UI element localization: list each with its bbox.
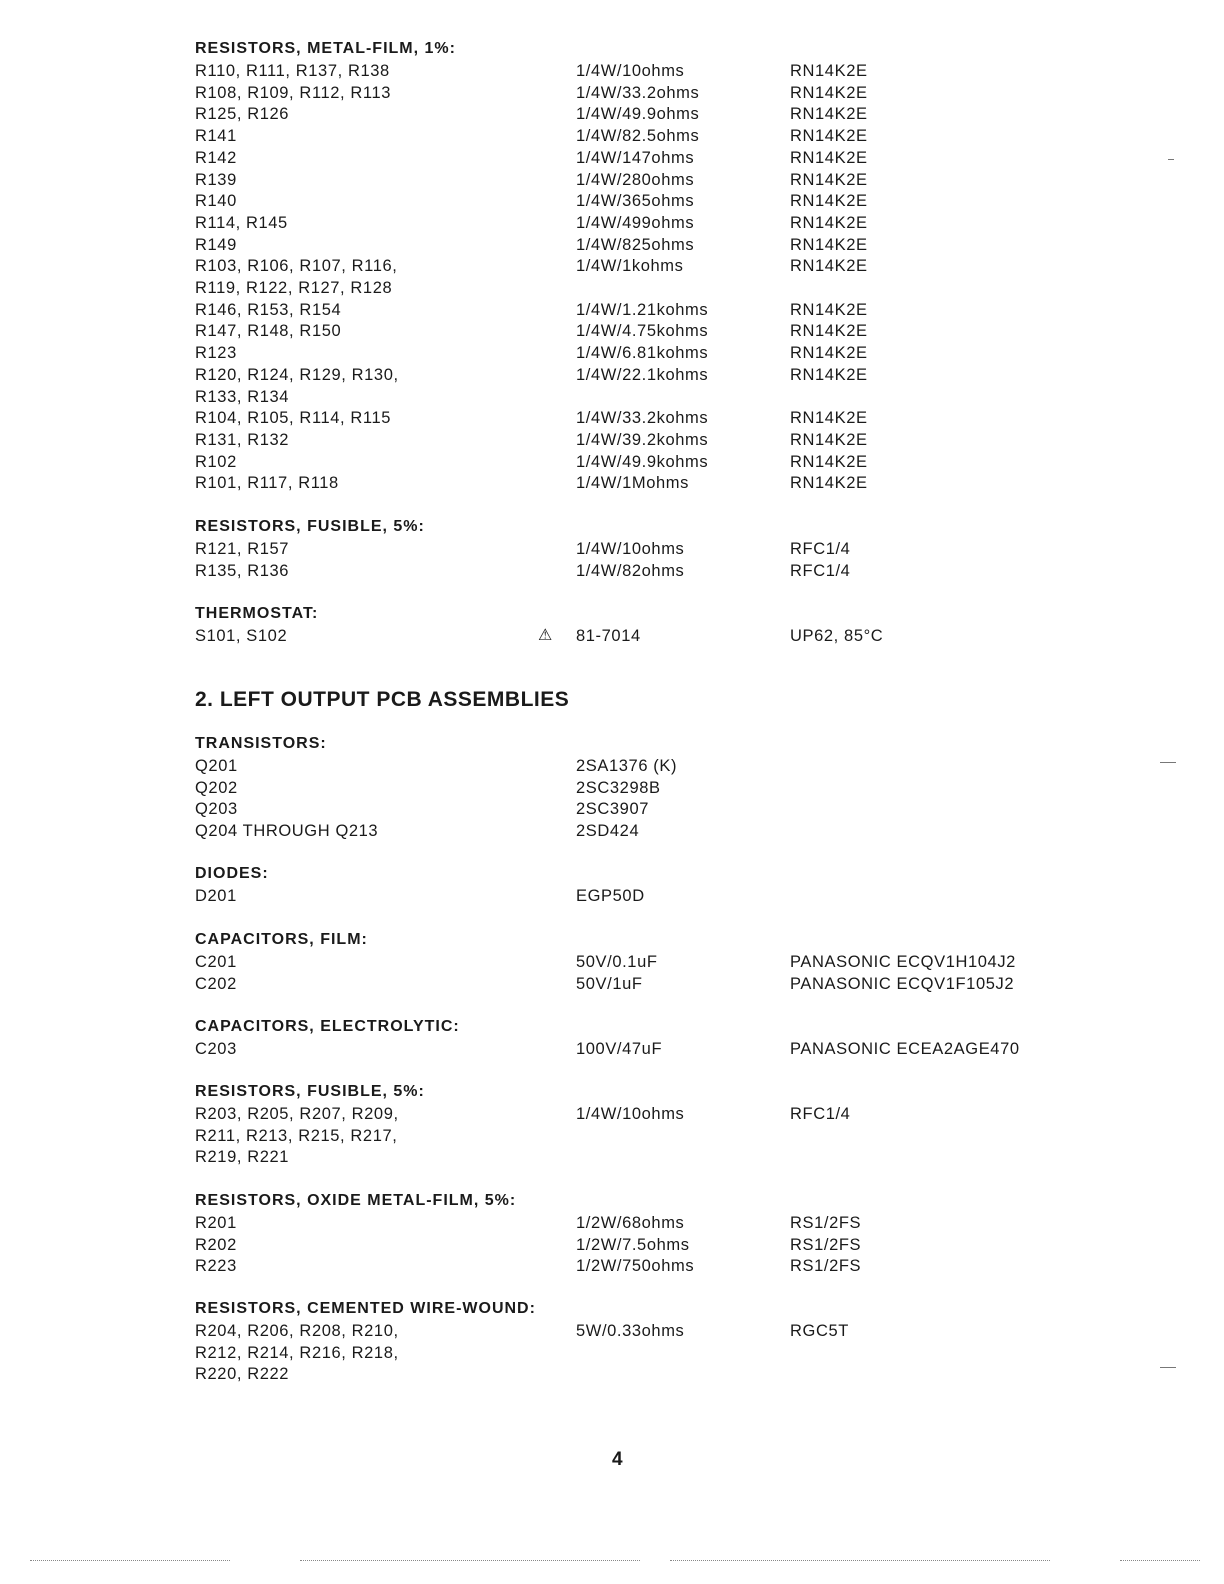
table-row [0, 386, 1224, 408]
warning-icon: ⚠ [538, 627, 553, 644]
value-cell: 81-7014 [576, 627, 641, 645]
value-cell: 1/2W/68ohms [576, 1214, 685, 1232]
part-cell: RN14K2E [790, 344, 868, 363]
table-row [0, 277, 1224, 299]
value-cell: 2SD424 [576, 822, 640, 841]
value-cell: 1/4W/10ohms [576, 1105, 685, 1123]
ref-cell: R211, R213, R215, R217, [195, 1126, 398, 1145]
part-cell: RN14K2E [790, 430, 868, 449]
scan-edge-dots [670, 1560, 1050, 1562]
group-header-diodes: DIODES: [195, 865, 269, 882]
ref-cell: R120, R124, R129, R130, [195, 365, 399, 384]
table-row [0, 472, 1224, 494]
ref-cell: R142 [195, 148, 237, 167]
table-row [0, 1038, 1224, 1060]
table-row [0, 147, 1224, 169]
scan-speck [1160, 762, 1176, 763]
table-row [0, 125, 1224, 147]
table-row [0, 1125, 1224, 1147]
table-row [0, 429, 1224, 451]
value-cell: 1/4W/82.5ohms [576, 127, 700, 146]
value-cell: 1/4W/49.9kohms [576, 452, 709, 471]
part-cell: RN14K2E [790, 62, 868, 80]
value-cell: 1/4W/33.2kohms [576, 409, 709, 428]
ref-cell: R202 [195, 1235, 237, 1254]
ref-cell: R147, R148, R150 [195, 322, 342, 341]
part-cell: RN14K2E [790, 300, 868, 319]
scan-speck [1160, 1367, 1176, 1368]
ref-cell: R204, R206, R208, R210, [195, 1322, 399, 1340]
ref-cell: R139 [195, 170, 237, 189]
part-cell: RGC5T [790, 1322, 849, 1340]
value-cell: 1/4W/10ohms [576, 540, 685, 558]
group-header-cap-film: CAPACITORS, FILM: [195, 931, 368, 948]
ref-cell: R123 [195, 344, 237, 363]
ref-cell: R203, R205, R207, R209, [195, 1105, 399, 1123]
ref-cell: R121, R157 [195, 540, 290, 558]
group-header-fusible: RESISTORS, FUSIBLE, 5%: [195, 518, 425, 535]
ref-cell: R212, R214, R216, R218, [195, 1343, 399, 1362]
value-cell: 50V/0.1uF [576, 953, 658, 971]
group-header-cap-elec: CAPACITORS, ELECTROLYTIC: [195, 1018, 460, 1035]
part-cell: RN14K2E [790, 83, 868, 102]
ref-cell: R149 [195, 235, 237, 254]
table-row [0, 1146, 1224, 1168]
page-number: 4 [612, 1449, 623, 1470]
value-cell: EGP50D [576, 887, 645, 905]
value-cell: 1/4W/365ohms [576, 192, 695, 211]
table-row [0, 625, 1224, 647]
value-cell: 1/4W/39.2kohms [576, 430, 709, 449]
part-cell: RFC1/4 [790, 1105, 851, 1123]
table-row [0, 212, 1224, 234]
table-row [0, 560, 1224, 582]
part-cell: RN14K2E [790, 127, 868, 146]
ref-cell: R110, R111, R137, R138 [195, 62, 390, 80]
ref-cell: R103, R106, R107, R116, [195, 257, 398, 276]
part-cell: RFC1/4 [790, 561, 851, 580]
ref-cell: R219, R221 [195, 1148, 290, 1167]
ref-cell: R223 [195, 1257, 237, 1276]
value-cell: 1/4W/22.1kohms [576, 365, 709, 384]
value-cell: 1/4W/82ohms [576, 561, 685, 580]
table-row [0, 820, 1224, 842]
ref-cell: C203 [195, 1040, 237, 1058]
value-cell: 1/4W/499ohms [576, 213, 695, 232]
part-cell: RN14K2E [790, 322, 868, 341]
value-cell: 1/4W/825ohms [576, 235, 695, 254]
table-row [0, 342, 1224, 364]
table-row [0, 190, 1224, 212]
ref-cell: C202 [195, 974, 237, 993]
table-row [0, 1234, 1224, 1256]
table-row [0, 103, 1224, 125]
table-row [0, 82, 1224, 104]
group-header-transistors: TRANSISTORS: [195, 735, 327, 752]
part-cell: RN14K2E [790, 170, 868, 189]
table-row [0, 1103, 1224, 1125]
value-cell: 1/4W/4.75kohms [576, 322, 709, 341]
value-cell: 1/4W/1kohms [576, 257, 684, 276]
group-header-fusible-2: RESISTORS, FUSIBLE, 5%: [195, 1083, 425, 1100]
ref-cell: R131, R132 [195, 430, 290, 449]
value-cell: 5W/0.33ohms [576, 1322, 685, 1340]
value-cell: 1/4W/6.81kohms [576, 344, 709, 363]
ref-cell: Q204 THROUGH Q213 [195, 822, 379, 841]
value-cell: 2SA1376 (K) [576, 757, 678, 775]
value-cell: 1/2W/7.5ohms [576, 1235, 690, 1254]
table-row [0, 755, 1224, 777]
part-cell: PANASONIC ECEA2AGE470 [790, 1040, 1020, 1058]
ref-cell: R220, R222 [195, 1365, 290, 1384]
table-row [0, 1212, 1224, 1234]
part-cell: RFC1/4 [790, 540, 851, 558]
part-cell: RN14K2E [790, 213, 868, 232]
value-cell: 1/4W/1.21kohms [576, 300, 709, 319]
table-row [0, 320, 1224, 342]
group-header-thermostat: THERMOSTAT: [195, 605, 319, 622]
ref-cell: Q203 [195, 800, 238, 819]
part-cell: RN14K2E [790, 365, 868, 384]
value-cell: 1/4W/49.9ohms [576, 105, 700, 124]
value-cell: 100V/47uF [576, 1040, 663, 1058]
ref-cell: R119, R122, R127, R128 [195, 279, 393, 297]
table-row [0, 169, 1224, 191]
value-cell: 1/4W/280ohms [576, 170, 695, 189]
value-cell: 1/4W/147ohms [576, 148, 695, 167]
part-cell: RS1/2FS [790, 1214, 862, 1232]
part-cell: RS1/2FS [790, 1257, 862, 1276]
ref-cell: C201 [195, 953, 237, 971]
ref-cell: R133, R134 [195, 387, 290, 406]
ref-cell: R102 [195, 452, 237, 471]
part-cell: RN14K2E [790, 192, 868, 211]
ref-cell: D201 [195, 887, 237, 905]
ref-cell: R201 [195, 1214, 237, 1232]
value-cell: 2SC3298B [576, 778, 661, 797]
table-row [0, 234, 1224, 256]
ref-cell: R141 [195, 127, 237, 146]
table-row [0, 885, 1224, 907]
table-row [0, 538, 1224, 560]
part-cell: RN14K2E [790, 148, 868, 167]
table-row [0, 255, 1224, 277]
value-cell: 1/2W/750ohms [576, 1257, 695, 1276]
part-cell: PANASONIC ECQV1H104J2 [790, 953, 1016, 971]
ref-cell: R114, R145 [195, 213, 288, 232]
ref-cell: R146, R153, R154 [195, 300, 342, 319]
ref-cell: R135, R136 [195, 561, 290, 580]
part-cell: RN14K2E [790, 474, 868, 493]
ref-cell: R108, R109, R112, R113 [195, 83, 392, 102]
part-cell: RN14K2E [790, 235, 868, 254]
table-row [0, 1320, 1224, 1342]
table-row [0, 951, 1224, 973]
value-cell: 1/4W/10ohms [576, 62, 685, 80]
part-cell: RN14K2E [790, 105, 868, 124]
value-cell: 2SC3907 [576, 800, 650, 819]
group-header-wirewound: RESISTORS, CEMENTED WIRE-WOUND: [195, 1300, 536, 1317]
ref-cell: Q201 [195, 757, 238, 775]
group-header-metal-film: RESISTORS, METAL-FILM, 1%: [195, 40, 456, 57]
table-row [0, 1255, 1224, 1277]
table-row [0, 1363, 1224, 1385]
table-row [0, 60, 1224, 82]
ref-cell: S101, S102 [195, 627, 288, 645]
part-cell: UP62, 85°C [790, 627, 884, 645]
value-cell: 1/4W/1Mohms [576, 474, 689, 493]
table-row [0, 364, 1224, 386]
ref-cell: Q202 [195, 778, 238, 797]
scan-edge-dots [300, 1560, 640, 1562]
part-cell: RS1/2FS [790, 1235, 862, 1254]
ref-cell: R101, R117, R118 [195, 474, 339, 493]
table-row [0, 973, 1224, 995]
ref-cell: R125, R126 [195, 105, 290, 124]
part-cell: RN14K2E [790, 257, 868, 276]
ref-cell: R104, R105, R114, R115 [195, 409, 392, 428]
table-row [0, 299, 1224, 321]
value-cell: 50V/1uF [576, 974, 643, 993]
part-cell: PANASONIC ECQV1F105J2 [790, 974, 1015, 993]
scan-edge-dots [30, 1560, 230, 1562]
ref-cell: R140 [195, 192, 237, 211]
section-title: 2. LEFT OUTPUT PCB ASSEMBLIES [195, 688, 570, 711]
group-header-oxide: RESISTORS, OXIDE METAL-FILM, 5%: [195, 1192, 517, 1209]
table-row [0, 777, 1224, 799]
value-cell: 1/4W/33.2ohms [576, 83, 700, 102]
table-row [0, 407, 1224, 429]
scan-speck [1168, 159, 1174, 160]
table-row [0, 1342, 1224, 1364]
table-row [0, 451, 1224, 473]
table-row [0, 798, 1224, 820]
part-cell: RN14K2E [790, 452, 868, 471]
part-cell: RN14K2E [790, 409, 868, 428]
scan-edge-dots [1120, 1560, 1200, 1562]
